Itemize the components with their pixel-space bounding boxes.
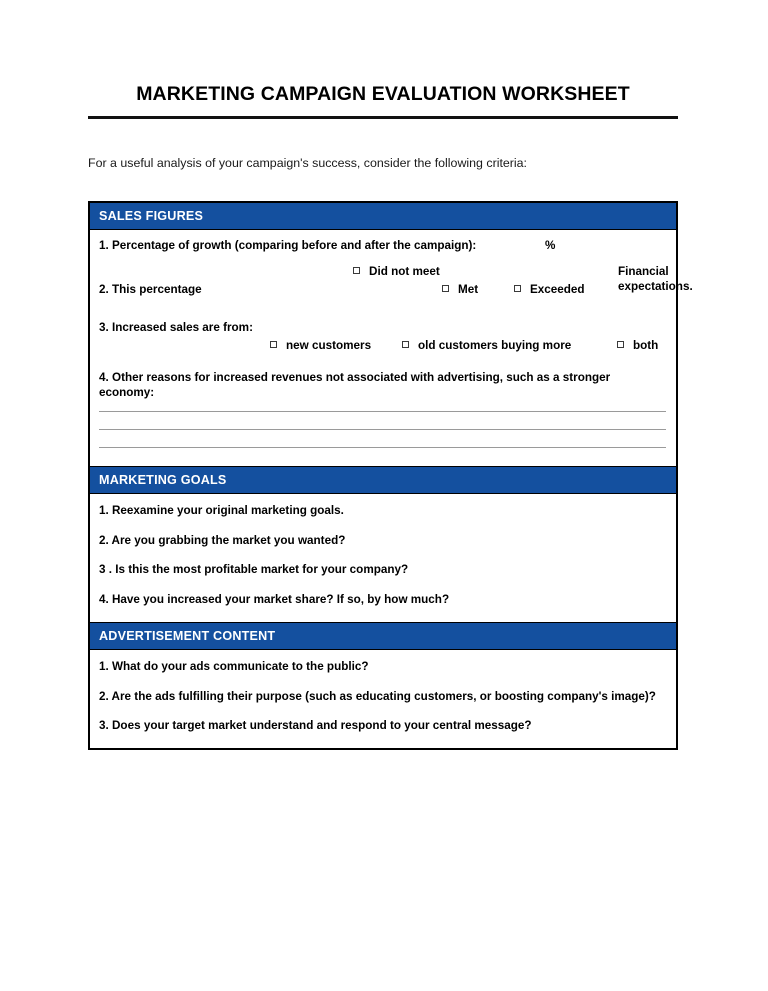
checkbox-option-old-customers[interactable]	[402, 338, 571, 353]
intro-paragraph: For a useful analysis of your campaign's success, consider the following criteria:	[88, 156, 527, 170]
checkbox-option-new-customers-label: new customers	[286, 338, 372, 352]
advertisement-content-list	[90, 650, 676, 748]
question-sales-2-label: 2. This percentage	[99, 282, 202, 296]
checkbox-option-met-label: Met	[458, 282, 479, 296]
checkbox-option-exceeded[interactable]	[514, 282, 585, 297]
checkbox-option-met[interactable]	[442, 282, 478, 297]
list-item: 3. Does your target market understand and respond to your central message?	[99, 719, 532, 733]
checkbox-option-old-customers-label: old customers buying more	[418, 338, 572, 352]
write-in-line[interactable]	[99, 429, 666, 430]
list-item: 1. Reexamine your original marketing goals.	[99, 504, 344, 518]
list-item: 1. What do your ads communicate to the public?	[99, 659, 369, 673]
percent-unit-label: %	[545, 239, 556, 253]
marketing-goals-list	[90, 494, 676, 621]
write-in-line[interactable]	[99, 447, 666, 448]
page-title: MARKETING CAMPAIGN EVALUATION WORKSHEET	[136, 83, 630, 105]
checkbox-option-new-customers[interactable]	[270, 338, 371, 353]
checkbox-option-both[interactable]	[617, 338, 658, 353]
list-item: 2. Are you grabbing the market you wanted?	[99, 533, 346, 547]
checkbox-option-exceeded-label: Exceeded	[530, 282, 585, 296]
checkbox-icon[interactable]	[270, 341, 277, 348]
section-body-advertisement-content	[90, 650, 676, 748]
question-sales-3-label: 3. Increased sales are from:	[99, 320, 253, 334]
list-item: 4. Have you increased your market share? If so, by how much?	[99, 592, 450, 606]
section-body-sales-figures	[90, 230, 693, 465]
checkbox-icon[interactable]	[617, 341, 624, 348]
checkbox-icon[interactable]	[442, 285, 449, 292]
section-body-marketing-goals	[90, 494, 676, 621]
question-sales-3	[90, 310, 676, 360]
checkbox-icon[interactable]	[514, 285, 521, 292]
worksheet-form	[88, 201, 693, 750]
checkbox-icon[interactable]	[353, 267, 360, 274]
checkbox-icon[interactable]	[402, 341, 409, 348]
question-sales-1	[90, 230, 676, 255]
question-sales-4: 4. Other reasons for increased revenues not associated with advertising, such as a stronger economy:	[99, 370, 611, 400]
section-header-sales-figures: SALES FIGURES	[90, 203, 676, 230]
write-in-line[interactable]	[99, 411, 666, 412]
checkbox-option-did-not-meet-label: Did not meet	[369, 264, 440, 278]
question-sales-2-trailer: Financial expectations.	[618, 264, 693, 294]
question-sales-1-text: 1. Percentage of growth (comparing before and after the campaign):	[99, 239, 477, 253]
section-header-advertisement-content: ADVERTISEMENT CONTENT	[90, 622, 676, 650]
write-in-answer-area[interactable]	[90, 407, 676, 466]
list-item: 3 . Is this the most profitable market for your company?	[99, 563, 409, 577]
title-divider	[88, 116, 678, 119]
checkbox-option-both-label: both	[633, 338, 659, 352]
section-header-marketing-goals: MARKETING GOALS	[90, 466, 676, 494]
checkbox-option-did-not-meet[interactable]	[353, 264, 443, 279]
list-item: 2. Are the ads fulfilling their purpose (such as educating customers, or boosting company's image)?	[99, 689, 656, 703]
question-sales-2	[90, 256, 693, 310]
